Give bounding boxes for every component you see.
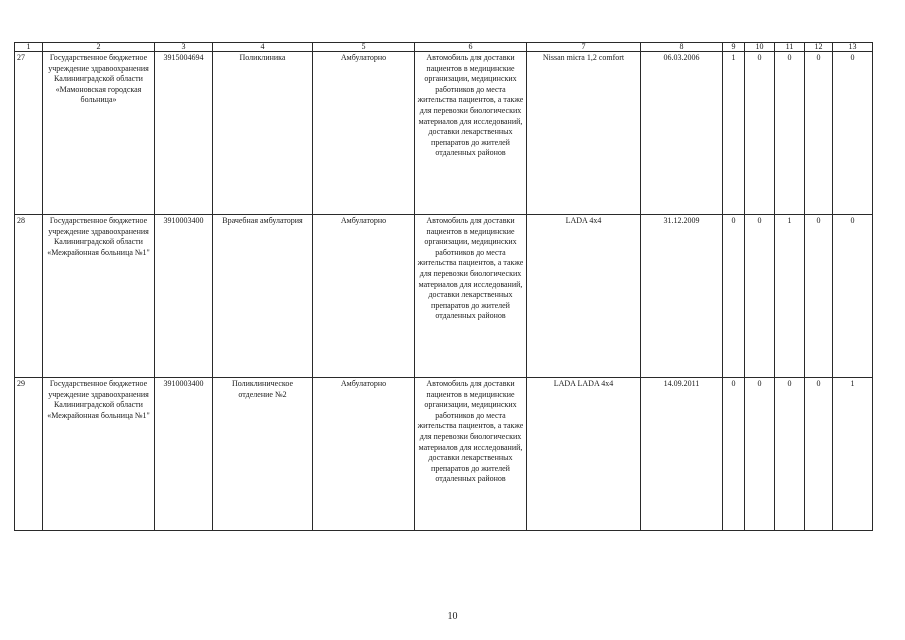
- vehicle-purpose: Автомобиль для доставки пациентов в медицинские организации, медицинских работников до места жительства пациентов, а также для перевозки биологических материалов для исследований, доставки лекарственных препаратов до жителей отдаленных районов: [415, 378, 527, 531]
- inn-code: 3910003400: [155, 215, 213, 378]
- care-mode: Амбулаторно: [313, 215, 415, 378]
- table-row: [15, 52, 873, 215]
- unit-name: Врачебная амбулатория: [213, 215, 313, 378]
- vehicle-model: LADA LADA 4x4: [527, 378, 641, 531]
- count-cell: 1: [775, 215, 805, 378]
- care-mode: Амбулаторно: [313, 378, 415, 531]
- count-cell: 0: [775, 52, 805, 215]
- column-number: 8: [641, 43, 723, 52]
- column-number: 5: [313, 43, 415, 52]
- inn-code: 3915004694: [155, 52, 213, 215]
- count-cell: 0: [745, 215, 775, 378]
- table-row: [15, 215, 873, 378]
- count-cell: 0: [833, 52, 873, 215]
- column-number: 6: [415, 43, 527, 52]
- organization-name: Государственное бюджетное учреждение здравоохранения Калининградской области «Межрайонная больница №1": [43, 215, 155, 378]
- vehicle-purpose: Автомобиль для доставки пациентов в медицинские организации, медицинских работников до места жительства пациентов, а также для перевозки биологических материалов для исследований, доставки лекарственных препаратов до жителей отдаленных районов: [415, 215, 527, 378]
- vehicle-purpose: Автомобиль для доставки пациентов в медицинские организации, медицинских работников до места жительства пациентов, а также для перевозки биологических материалов для исследований, доставки лекарственных препаратов до жителей отдаленных районов: [415, 52, 527, 215]
- organization-name: Государственное бюджетное учреждение здравоохранения Калининградской области «Мамоновская городская больница»: [43, 52, 155, 215]
- column-number: 3: [155, 43, 213, 52]
- count-cell: 0: [833, 215, 873, 378]
- column-number: 2: [43, 43, 155, 52]
- unit-name: Поликлиническое отделение №2: [213, 378, 313, 531]
- count-cell: 0: [723, 378, 745, 531]
- registration-date: 14.09.2011: [641, 378, 723, 531]
- vehicle-registry-table: [14, 42, 873, 531]
- row-number: 29: [15, 378, 43, 531]
- column-number: 11: [775, 43, 805, 52]
- row-number: 28: [15, 215, 43, 378]
- inn-code: 3910003400: [155, 378, 213, 531]
- organization-name: Государственное бюджетное учреждение здравоохранения Калининградской области «Межрайонная больница №1": [43, 378, 155, 531]
- care-mode: Амбулаторно: [313, 52, 415, 215]
- count-cell: 0: [805, 378, 833, 531]
- count-cell: 0: [723, 215, 745, 378]
- vehicle-model: LADA 4x4: [527, 215, 641, 378]
- column-number: 13: [833, 43, 873, 52]
- row-number: 27: [15, 52, 43, 215]
- column-number-row: [15, 43, 873, 52]
- column-number: 10: [745, 43, 775, 52]
- count-cell: 0: [805, 215, 833, 378]
- count-cell: 1: [723, 52, 745, 215]
- registration-date: 31.12.2009: [641, 215, 723, 378]
- column-number: 12: [805, 43, 833, 52]
- page-number: 10: [447, 611, 458, 622]
- count-cell: 0: [745, 378, 775, 531]
- vehicle-model: Nissan micra 1,2 comfort: [527, 52, 641, 215]
- count-cell: 0: [775, 378, 805, 531]
- column-number: 1: [15, 43, 43, 52]
- column-number: 9: [723, 43, 745, 52]
- count-cell: 0: [745, 52, 775, 215]
- table-row: [15, 378, 873, 531]
- count-cell: 1: [833, 378, 873, 531]
- unit-name: Поликлиника: [213, 52, 313, 215]
- registration-date: 06.03.2006: [641, 52, 723, 215]
- count-cell: 0: [805, 52, 833, 215]
- column-number: 7: [527, 43, 641, 52]
- column-number: 4: [213, 43, 313, 52]
